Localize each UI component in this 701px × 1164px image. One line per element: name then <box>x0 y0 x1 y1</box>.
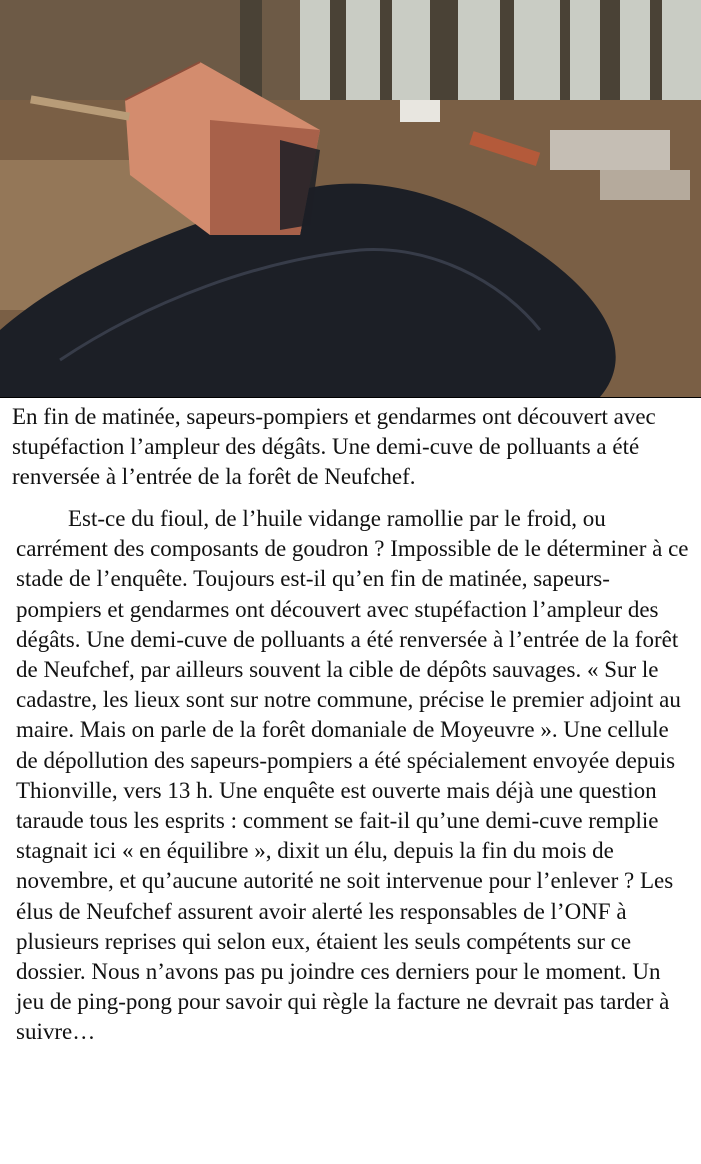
photo-illustration <box>0 0 701 397</box>
article-body: Est-ce du fioul, de l’huile vidange ramollie par le froid, ou carrément des composants de goudron ? Impossible de le déterminer à ce stade de l’enquête. Toujours est-il qu’en fin de matinée, sapeurs-pompiers et gendarmes ont découvert avec stupéfaction l’ampleur des dégâts. Une demi-cuve de polluants a été renversée à l’entrée de la forêt de Neufchef, par ailleurs souvent la cible de dépôts sauvages. « Sur le cadastre, les lieux sont sur notre commune, précise le premier adjoint au maire. Mais on parle de la forêt domaniale de Moyeuvre ». Une cellule de dépollution des sapeurs-pompiers a été spécialement envoyée depuis Thionville, vers 13 h. Une enquête est ouverte mais déjà une question taraude tous les esprits : comment se fait-il qu’une demi-cuve remplie stagnait ici « en équilibre », dixit un élu, depuis la fin du mois de novembre, et qu’aucune autorité ne soit intervenue pour l’enlever ? Les élus de Neufchef assurent avoir alerté les responsables de l’ONF à plusieurs reprises qui selon eux, étaient les seuls compétents sur ce dossier. Nous n’avons pas pu joindre ces derniers pour le moment. Un jeu de ping-pong pour savoir qui règle la facture ne devrait pas tarder à suivre… <box>16 506 689 1045</box>
photo-caption: En fin de matinée, sapeurs-pompiers et gendarmes ont découvert avec stupéfaction l’ampleur des dégâts. Une demi-cuve de polluants a été renversée à l’entrée de la forêt de Neufchef. <box>12 404 656 489</box>
news-photo <box>0 0 701 398</box>
